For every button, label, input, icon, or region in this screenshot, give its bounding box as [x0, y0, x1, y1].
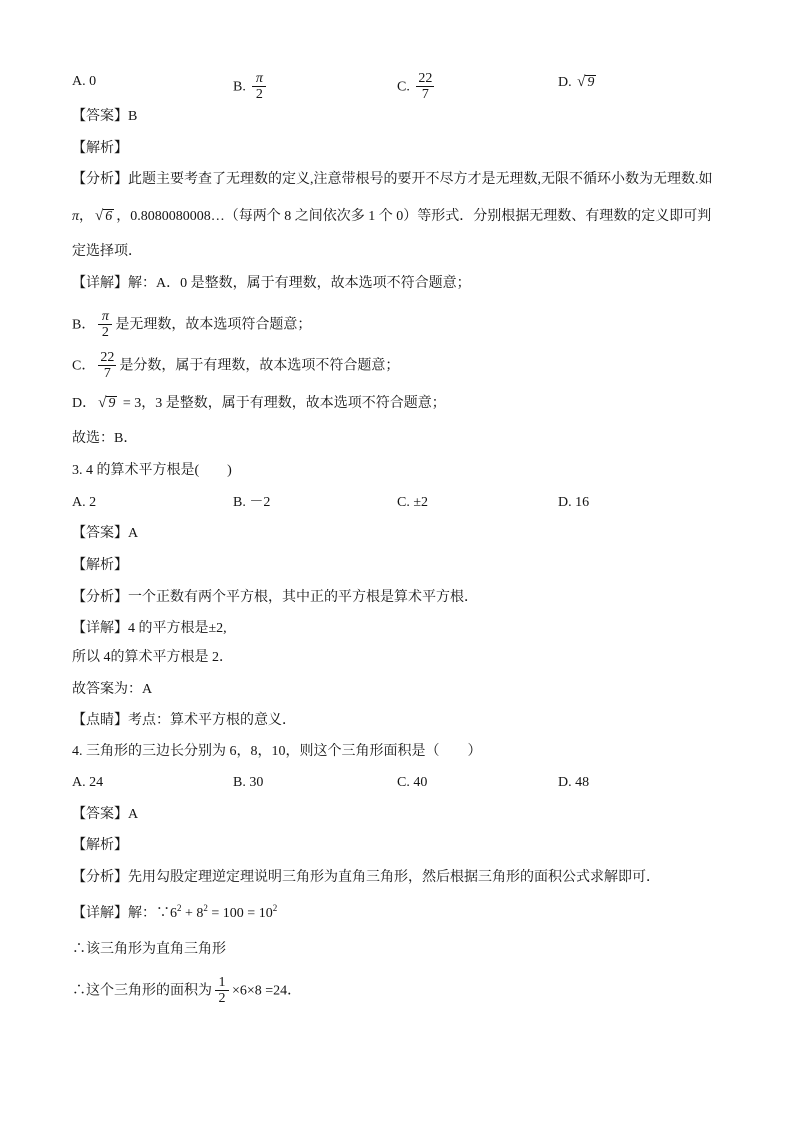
- detail-prefix: 【详解】解：∵: [72, 906, 170, 921]
- q2-option-b-fraction: [252, 71, 266, 102]
- q2-detail-a: 【详解】解：A．0 是整数，属于有理数，故本选项不符合题意；: [72, 276, 471, 291]
- q4-option-b: B. 30: [233, 775, 264, 790]
- q4-analysis-header: 【解析】: [72, 838, 128, 853]
- q3-conclusion: 故答案为：A: [72, 682, 153, 697]
- fraction: [215, 975, 229, 1006]
- fraction-denominator: 2: [218, 991, 226, 1006]
- radicand: 9: [587, 75, 595, 90]
- square-root: [95, 206, 114, 227]
- fraction-denominator: 7: [421, 87, 429, 102]
- fraction-numerator: π: [252, 71, 266, 87]
- q3-options-row: [0, 493, 794, 513]
- q2-detail-d: [72, 393, 446, 413]
- fraction-denominator: 2: [255, 87, 263, 102]
- q3-detail-line1: 【详解】4 的平方根是±2,: [72, 621, 227, 636]
- q3-option-b: B. －2: [233, 495, 271, 510]
- fraction-denominator: 2: [101, 325, 109, 340]
- detail-label: C．: [72, 358, 96, 374]
- q2-option-c: [397, 71, 437, 102]
- q2-option-b: [233, 71, 269, 102]
- equation-term: 6: [170, 906, 177, 921]
- q4-detail-equation: [72, 904, 277, 924]
- q2-option-a: A. 0: [72, 74, 97, 89]
- q2-detail-b: [72, 309, 312, 340]
- fraction-denominator: 7: [103, 366, 111, 381]
- q2-analysis-line2: [72, 206, 711, 226]
- q4-options-row: [0, 773, 794, 793]
- q2-option-d-label: D.: [558, 75, 572, 90]
- analysis-text: ，0.8080080008…（每两个 8 之间依次多 1 个 0）等形式．分别根据无理数、有理数的定义即可判: [116, 209, 712, 224]
- q3-option-a: A. 2: [72, 495, 97, 510]
- detail-label: D．: [72, 396, 97, 411]
- area-suffix: ×6×8 =24．: [232, 983, 302, 999]
- equation-term: = 100 = 10: [207, 906, 273, 921]
- q4-option-c: C. 40: [397, 775, 428, 790]
- q2-option-c-fraction: [416, 71, 434, 102]
- detail-text: 是分数，属于有理数，故本选项不符合题意；: [119, 358, 400, 374]
- radicand: 9: [108, 396, 116, 411]
- q2-option-c-label: C.: [397, 79, 410, 95]
- q2-analysis-line3: 定选择项．: [72, 244, 142, 259]
- pi-symbol: π: [72, 209, 80, 224]
- q4-option-a: A. 24: [72, 775, 104, 790]
- q2-analysis-line1: 【分析】此题主要考查了无理数的定义,注意带根号的要开不尽方才是无理数,无限不循环小数为无理数.如: [72, 172, 713, 187]
- q3-comment: 【点睛】考点：算术平方根的意义．: [72, 713, 296, 728]
- exponent: 2: [272, 903, 278, 913]
- radicand: 6: [105, 209, 113, 224]
- q4-analysis: 【分析】先用勾股定理逆定理说明三角形为直角三角形，然后根据三角形的面积公式求解即可．: [72, 870, 660, 885]
- q3-answer: 【答案】A: [72, 526, 139, 541]
- radical-sign-icon: √: [577, 74, 586, 90]
- q3-option-d: D. 16: [558, 495, 590, 510]
- fraction: [98, 350, 116, 381]
- equation-term: + 8: [181, 906, 204, 921]
- q4-stem: 4. 三角形的三边长分别为 6，8，10，则这个三角形面积是（ ）: [72, 744, 482, 759]
- radical-sign-icon: √: [98, 395, 107, 411]
- radical-sign-icon: √: [95, 208, 104, 224]
- detail-text: 是无理数，故本选项符合题意；: [115, 317, 312, 333]
- q2-detail-c: [72, 350, 400, 381]
- separator: ，: [79, 209, 94, 224]
- square-root: [577, 72, 596, 93]
- q2-answer: 【答案】B: [72, 109, 138, 124]
- q4-area: [72, 975, 302, 1006]
- square-root: [98, 393, 117, 414]
- exponent: 2: [177, 903, 182, 913]
- q3-analysis: 【分析】一个正数有两个平方根，其中正的平方根是算术平方根．: [72, 590, 478, 605]
- fraction-numerator: π: [98, 309, 112, 325]
- q2-option-b-label: B.: [233, 79, 246, 95]
- exponent: 2: [203, 903, 208, 913]
- q2-options-row: [0, 71, 794, 102]
- fraction: [98, 309, 112, 340]
- q2-option-d: [558, 72, 598, 92]
- fraction-numerator: 1: [215, 975, 229, 991]
- q2-analysis-header: 【解析】: [72, 141, 128, 156]
- detail-text: = 3，3 是整数，属于有理数，故本选项不符合题意；: [119, 396, 446, 411]
- fraction-numerator: 22: [418, 71, 433, 86]
- q4-option-d: D. 48: [558, 775, 590, 790]
- fraction-numerator: 22: [100, 350, 115, 365]
- q3-detail-line2: 所以 4的算术平方根是 2．: [72, 650, 233, 665]
- q3-analysis-header: 【解析】: [72, 558, 128, 573]
- q3-stem: 3. 4 的算术平方根是( ): [72, 463, 232, 478]
- q4-answer: 【答案】A: [72, 807, 139, 822]
- detail-label: B．: [72, 317, 96, 333]
- q3-option-c: C. ±2: [397, 495, 429, 510]
- area-prefix: ∴这个三角形的面积为: [72, 983, 212, 999]
- q2-conclusion: 故选：B．: [72, 431, 138, 446]
- q4-right-triangle: ∴该三角形为直角三角形: [72, 942, 226, 957]
